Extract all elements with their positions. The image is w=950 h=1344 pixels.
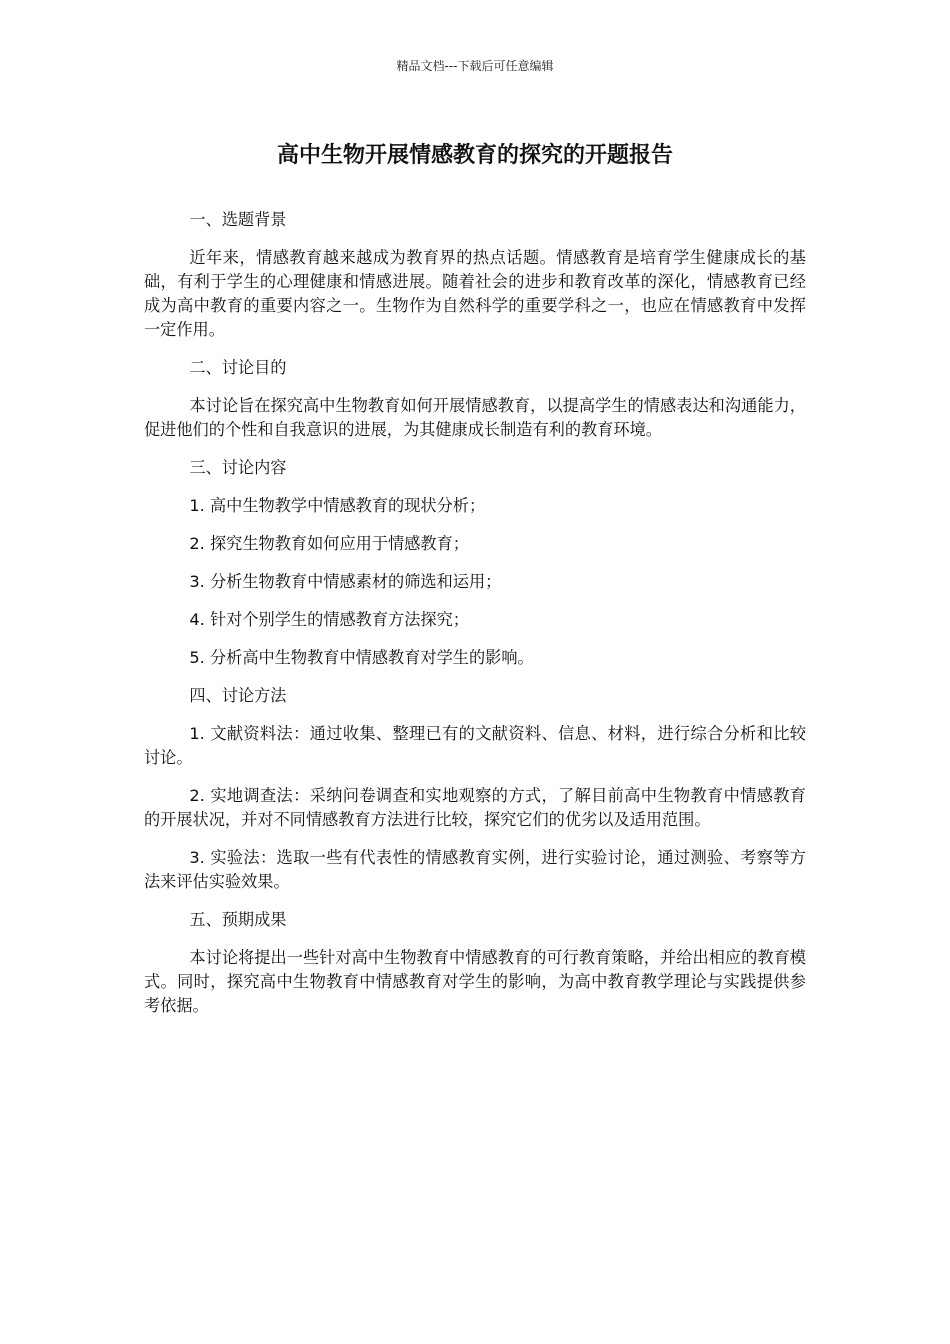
list-item-method-1: 1. 文献资料法：通过收集、整理已有的文献资料、信息、材料，进行综合分析和比较讨论。 [144,724,806,767]
section-heading-content: 三、讨论内容 [189,458,287,477]
paragraph-purpose: 本讨论旨在探究高中生物教育如何开展情感教育，以提高学生的情感表达和沟通能力，促进他们的个性和自我意识的进展，为其健康成长制造有利的教育环境。 [144,396,806,439]
paragraph-background: 近年来，情感教育越来越成为教育界的热点话题。情感教育是培育学生健康成长的基础，有利于学生的心理健康和情感进展。随着社会的进步和教育改革的深化，情感教育已经成为高中教育的重要内容之一。生物作为自然科学的重要学科之一，也应在情感教育中发挥一定作用。 [144,248,806,339]
list-item-method-2: 2. 实地调查法：采纳问卷调查和实地观察的方式，了解目前高中生物教育中情感教育的开展状况，并对不同情感教育方法进行比较，探究它们的优劣以及适用范围。 [144,786,806,829]
document-body [144,208,806,1032]
list-item-content-2: 2. 探究生物教育如何应用于情感教育； [189,534,469,553]
section-heading-purpose: 二、讨论目的 [189,358,287,377]
section-heading-background: 一、选题背景 [189,210,287,229]
section-heading-methods: 四、讨论方法 [189,686,287,705]
header-note: 精品文档---下载后可任意编辑 [396,59,554,73]
section-heading-outcomes: 五、预期成果 [189,910,287,929]
list-item-content-3: 3. 分析生物教育中情感素材的筛选和运用； [189,572,502,591]
list-item-method-3: 3. 实验法：选取一些有代表性的情感教育实例，进行实验讨论，通过测验、考察等方法来评估实验效果。 [144,848,806,891]
list-item-content-4: 4. 针对个别学生的情感教育方法探究； [189,610,469,629]
document-title: 高中生物开展情感教育的探究的开题报告 [276,143,673,168]
list-item-content-5: 5. 分析高中生物教育中情感教育对学生的影响。 [189,648,534,667]
list-item-content-1: 1. 高中生物教学中情感教育的现状分析； [189,496,486,515]
paragraph-outcomes: 本讨论将提出一些针对高中生物教育中情感教育的可行教育策略，并给出相应的教育模式。同时，探究高中生物教育中情感教育对学生的影响，为高中教育教学理论与实践提供参考依据。 [144,948,806,1015]
